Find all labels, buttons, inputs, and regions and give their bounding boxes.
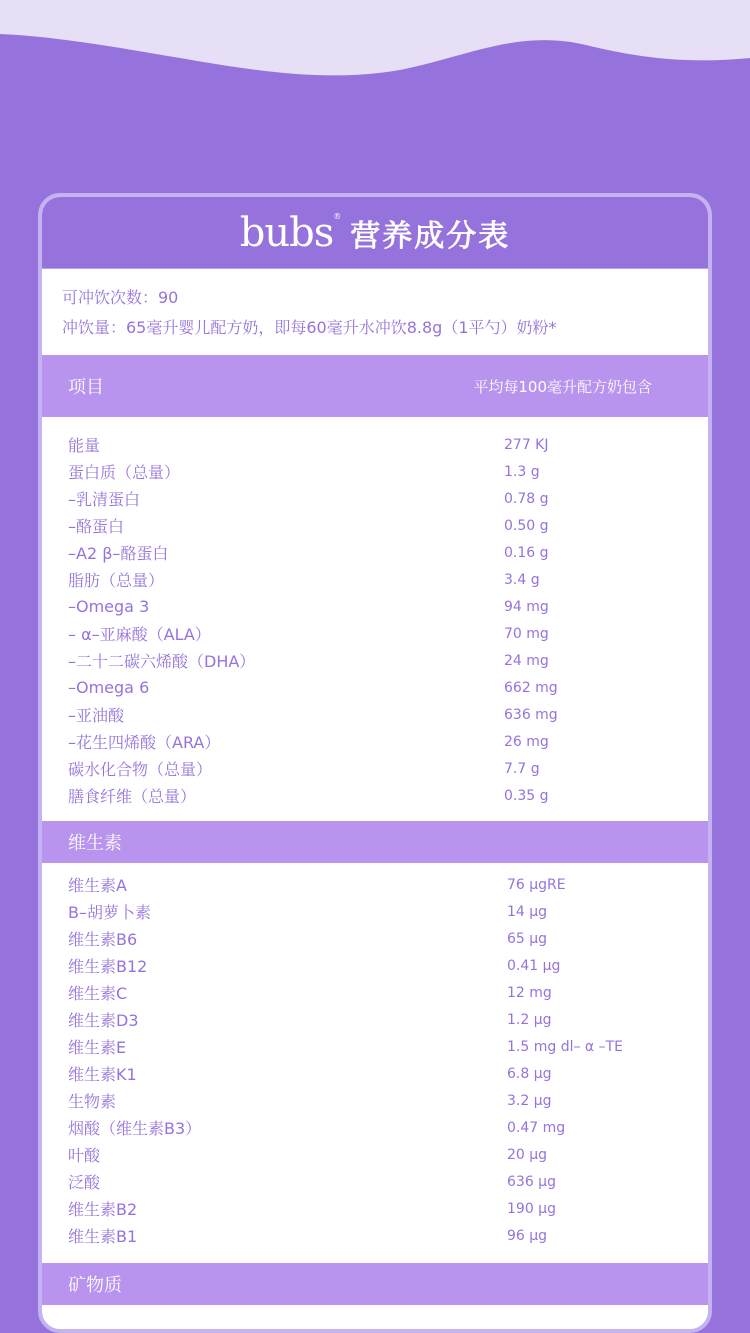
row-value: 1.2 μg [507,1011,552,1028]
row-value: 96 μg [507,1227,548,1244]
row-name: Β–胡萝卜素 [68,903,151,922]
row-name: –二十二碳六烯酸（DHA） [68,652,256,671]
table-row [42,925,708,952]
row-value: 662 mg [504,679,558,696]
row-name: 维生素K1 [68,1065,137,1084]
table-row [42,701,708,728]
row-name: 泛酸 [68,1173,101,1192]
row-name: –亚油酸 [68,706,125,725]
row-value: 14 μg [507,903,548,920]
card-title: 营养成分表 [350,218,511,254]
table-row [42,782,708,809]
row-value: 0.50 g [504,517,549,534]
table-row [42,952,708,979]
nutrition-card [38,193,712,1333]
intro-block [42,269,708,355]
minerals-section-header [42,1263,708,1305]
row-name: 叶酸 [68,1146,101,1165]
row-value: 277 KJ [504,436,549,453]
row-name: 脂肪（总量） [68,571,165,590]
row-value: 0.78 g [504,490,549,507]
table-row [42,1033,708,1060]
row-value: 7.7 g [504,760,540,777]
row-name: –Omega 3 [68,597,150,616]
table-row [42,1168,708,1195]
row-value: 190 μg [507,1200,556,1217]
row-name: 维生素A [68,876,127,895]
table-row [42,1141,708,1168]
vitamins-label: 维生素 [68,833,122,854]
row-value: 1.3 g [504,463,540,480]
row-name: 维生素B6 [68,930,138,949]
row-name: 生物素 [68,1092,117,1111]
row-value: 636 mg [504,706,558,723]
table-row [42,1222,708,1249]
table-row [42,755,708,782]
table-row [42,593,708,620]
row-name: 蛋白质（总量） [68,463,181,482]
row-value: 65 μg [507,930,548,947]
table-row [42,979,708,1006]
preparation-text: 冲饮量：65毫升婴儿配方奶，即每60毫升水冲饮8.8g（1平勺）奶粉* [62,318,557,337]
row-value: 20 μg [507,1146,548,1163]
row-value: 94 mg [504,598,549,615]
row-name: 膳食纤维（总量） [68,787,197,806]
table-row [42,485,708,512]
row-name: 能量 [68,436,101,455]
header-per-100ml-label: 平均每100毫升配方奶包含 [473,377,652,396]
row-name: –Omega 6 [68,678,150,697]
nutrient-list [42,417,708,821]
row-name: 碳水化合物（总量） [68,760,213,779]
row-value: 0.47 mg [507,1119,566,1136]
row-name: 维生素D3 [68,1011,139,1030]
header-item-label: 项目 [68,377,104,398]
row-name: 维生素C [68,984,128,1003]
table-row [42,431,708,458]
row-value: 24 mg [504,652,549,669]
row-value: 3.4 g [504,571,540,588]
row-value: 0.41 μg [507,957,561,974]
table-row [42,674,708,701]
minerals-label: 矿物质 [68,1275,122,1296]
table-row [42,566,708,593]
card-header [42,197,708,269]
table-row [42,620,708,647]
row-name: –乳清蛋白 [68,490,141,509]
row-name: –A2 β–酪蛋白 [68,544,169,563]
table-row [42,1114,708,1141]
row-value: 1.5 mg dl– α –TE [507,1038,623,1055]
row-name: 维生素B2 [68,1200,138,1219]
table-row [42,458,708,485]
row-value: 0.35 g [504,787,549,804]
bubs-logo: bubs® [239,209,341,256]
row-name: 维生素B1 [68,1227,138,1246]
row-value: 12 mg [507,984,552,1001]
row-name: – α–亚麻酸（ALA） [68,625,211,644]
row-value: 3.2 μg [507,1092,552,1109]
table-row [42,728,708,755]
row-value: 6.8 μg [507,1065,552,1082]
table-header [42,355,708,417]
servings-text: 可冲饮次数：90 [62,288,179,307]
logo-text: bubs [239,209,334,256]
table-row [42,512,708,539]
top-wave-decoration [0,0,750,90]
row-value: 76 μgRE [507,876,566,893]
row-name: 烟酸（维生素B3） [68,1119,202,1138]
vitamin-list [42,863,708,1263]
row-name: –酪蛋白 [68,517,125,536]
row-value: 26 mg [504,733,549,750]
row-value: 70 mg [504,625,549,642]
table-row [42,1006,708,1033]
table-row [42,871,708,898]
table-row [42,647,708,674]
table-row [42,898,708,925]
vitamins-section-header [42,821,708,863]
row-value: 636 μg [507,1173,556,1190]
table-row [42,539,708,566]
row-name: 维生素B12 [68,957,148,976]
row-value: 0.16 g [504,544,549,561]
row-name: –花生四烯酸（ARA） [68,733,221,752]
row-name: 维生素E [68,1038,127,1057]
table-row [42,1195,708,1222]
table-row [42,1087,708,1114]
table-row [42,1060,708,1087]
